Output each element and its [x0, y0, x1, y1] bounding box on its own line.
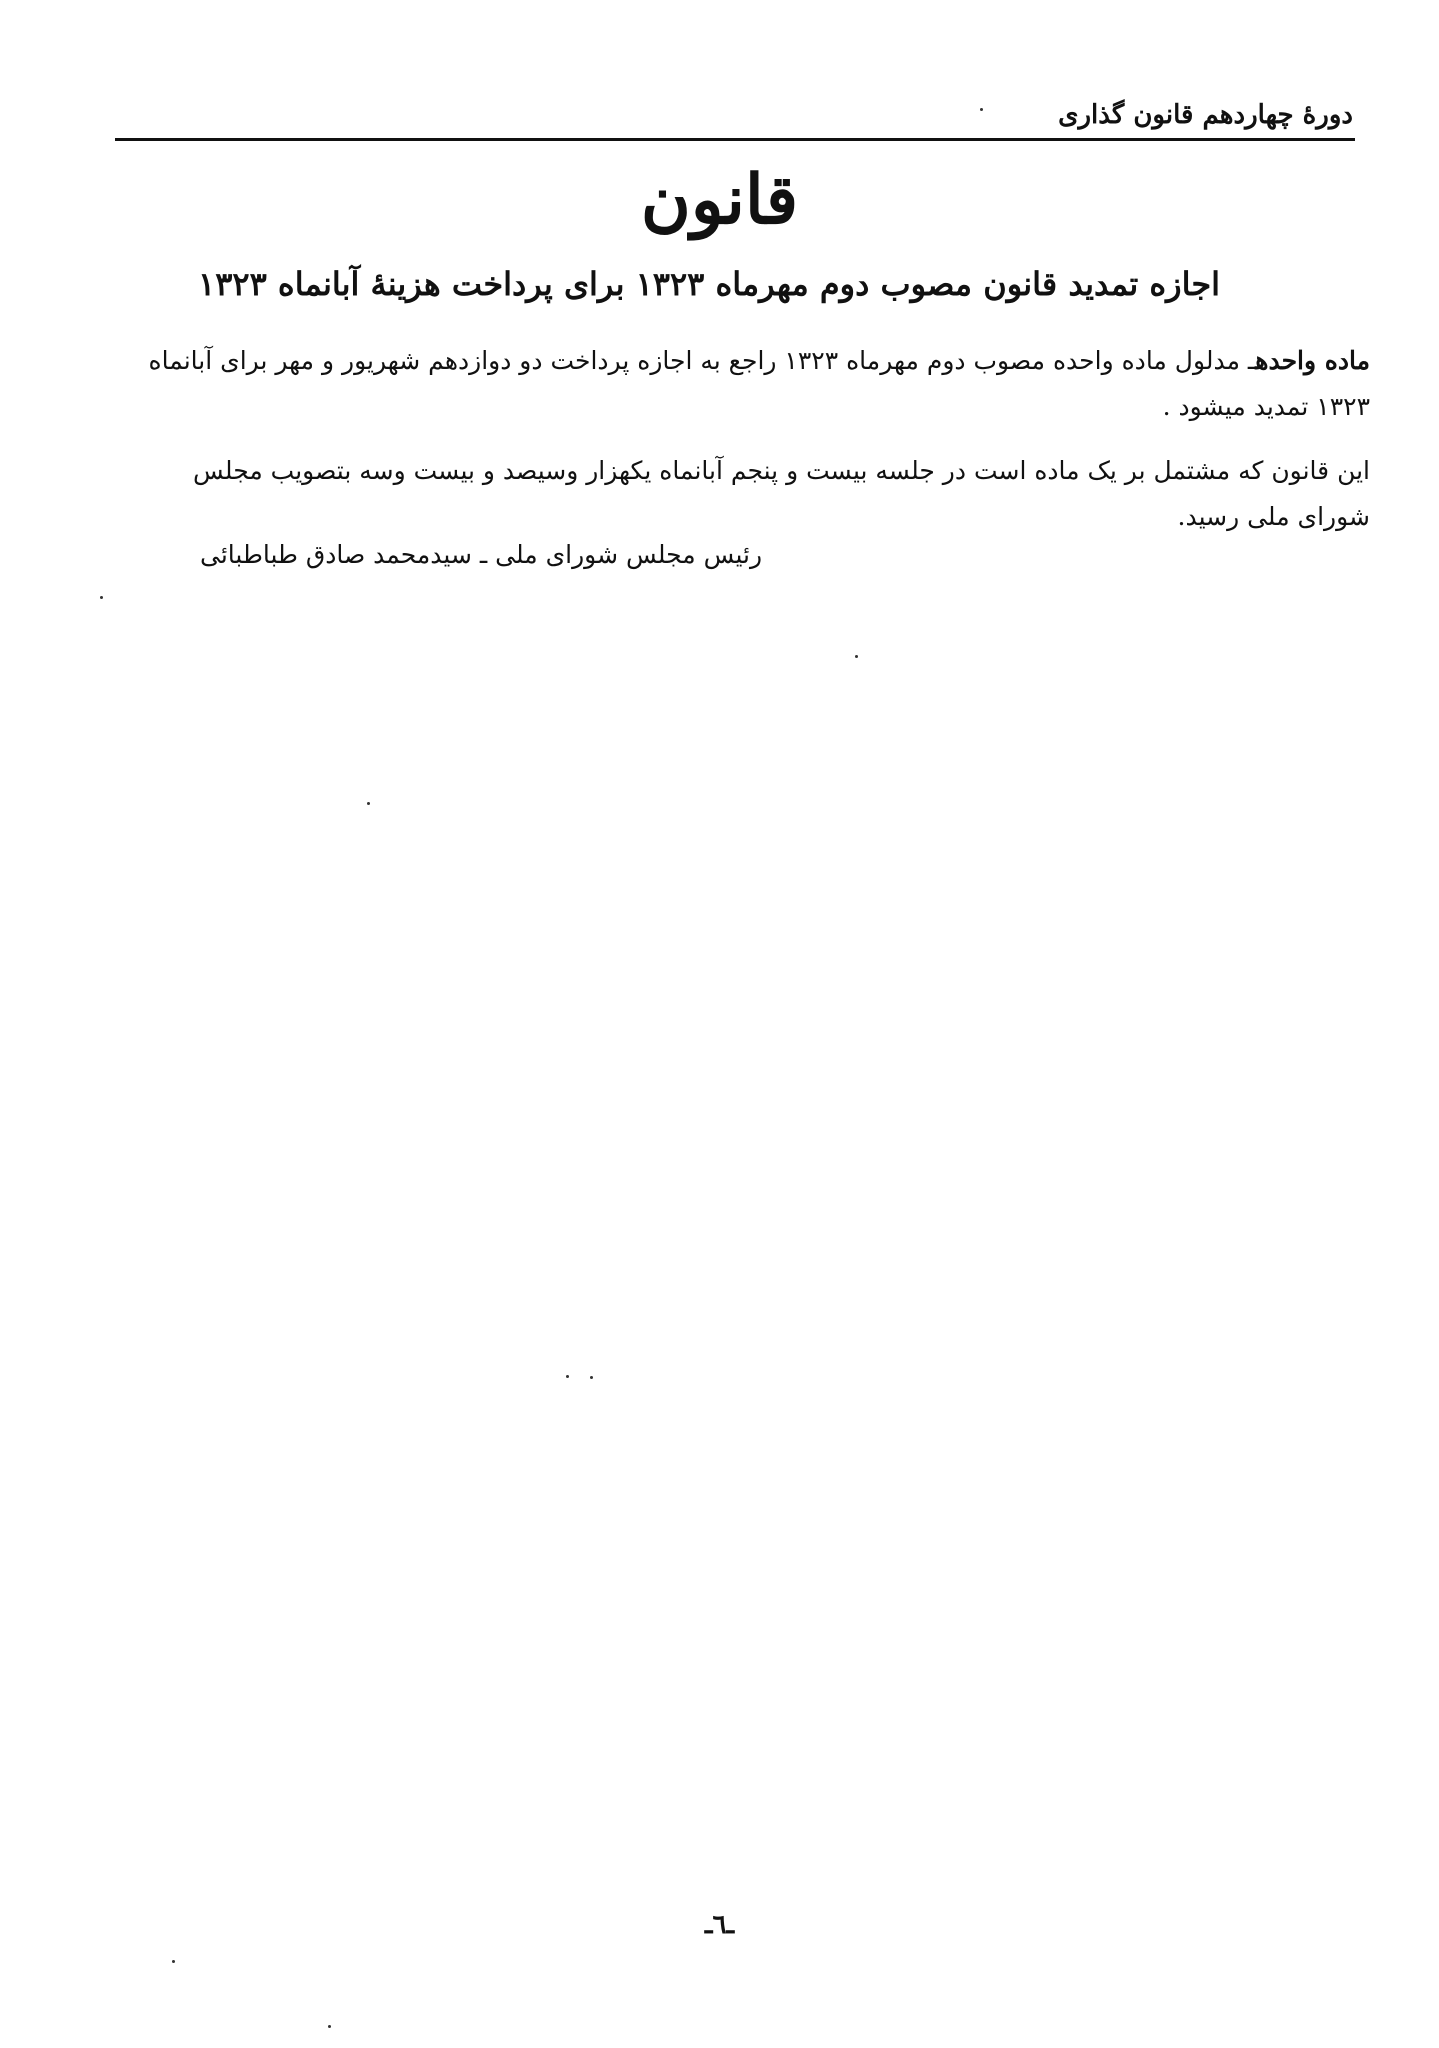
scan-speck: [980, 108, 983, 111]
scan-speck: [566, 1375, 569, 1378]
document-title: قانون: [640, 160, 799, 240]
article-paragraph: [140, 338, 1370, 430]
signature-line: رئیس مجلس شورای ملی ـ سیدمحمد صادق طباطبائی: [200, 540, 763, 569]
header-rule: [115, 138, 1355, 141]
closing-paragraph: این قانون که مشتمل بر یک ماده است در جلسه بیست و پنجم آبانماه یکهزار وسیصد و بیست وسه بتصویب مجلس شورای ملی رسید.: [193, 456, 1370, 531]
running-header: دورهٔ چهاردهم قانون گذاری: [1058, 100, 1353, 130]
scan-speck: [172, 1960, 175, 1963]
article-text: ـ مدلول ماده واحده مصوب دوم مهرماه ۱۳۲۳ راجع به اجازه پرداخت دو دوازدهم شهریور و مهر برای آبانماه ۱۳۲۳ تمدید میشود .: [148, 346, 1370, 421]
document-subtitle: اجازه تمدید قانون مصوب دوم مهرماه ۱۳۲۳ برای پرداخت هزینهٔ آبانماه ۱۳۲۳: [198, 265, 1220, 303]
scan-speck: [590, 1376, 593, 1379]
article-label: ماده واحده: [1255, 346, 1370, 375]
scan-speck: [367, 802, 370, 805]
scan-speck: [855, 655, 858, 658]
scan-speck: [328, 2025, 331, 2028]
scan-speck: [100, 596, 103, 599]
page-number: ـ٦ـ: [704, 1910, 735, 1940]
